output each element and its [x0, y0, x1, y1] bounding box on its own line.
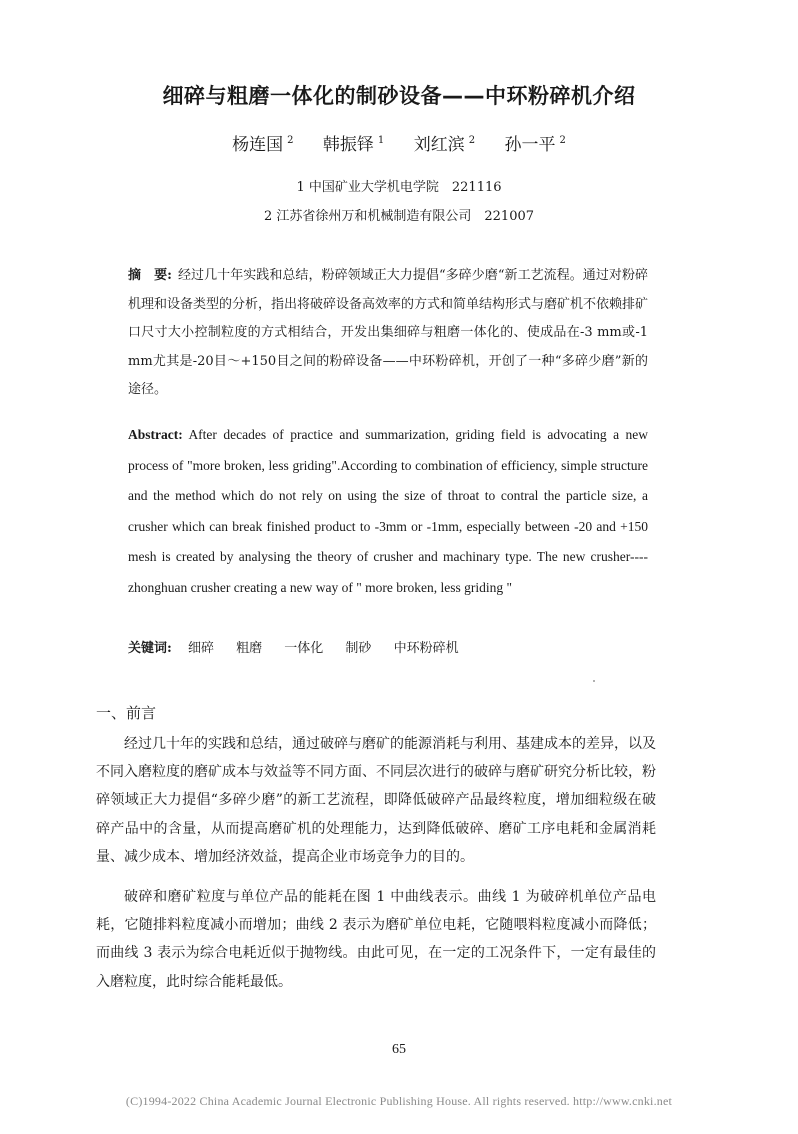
affiliation-2: 2 江苏省徐州万和机械制造有限公司 221007 [263, 209, 535, 224]
page-number: 65 [392, 1042, 406, 1057]
keywords [128, 637, 477, 656]
author-name: 杨连国 [232, 135, 284, 155]
keyword: 制砂 [345, 641, 372, 656]
author-affiliation-mark: 2 [559, 135, 566, 147]
author [504, 135, 565, 155]
author-name: 孙一平 [504, 135, 556, 155]
abstract-english-label: Abstract: [128, 427, 183, 442]
abstract-english-text: After decades of practice and summarization, griding field is advocating a new process of "more broken, less griding".According to combination of efficiency, simple structure and the method which do not rely on using the size of throat to contral the particle size, a crusher which can break finished product to -3mm or -1mm, especially between -20 and +150 mesh is created by analysing the theory of crusher and machinary type. The new crusher----zhonghuan crusher creating a new way of " more broken, less griding " [128, 427, 648, 595]
author [232, 135, 293, 155]
author-affiliation-mark: 2 [468, 135, 476, 147]
paper-title: 细碎与粗磨一体化的制砂设备——中环粉碎机介绍 [162, 84, 636, 108]
author-list [0, 130, 798, 155]
keyword: 中环粉碎机 [393, 641, 459, 656]
author [414, 135, 475, 155]
author-affiliation-mark: 2 [287, 135, 294, 147]
abstract-chinese-text: 经过几十年实践和总结，粉碎领域正大力提倡“多碎少磨“新工艺流程。通过对粉碎机理和设备类型的分析，指出将破碎设备高效率的方式和简单结构形式与磨矿机不依赖排矿口尺寸大小控制粒度的方式相结合，开发出集细碎与粗磨一体化的、使成品在-3 mm或-1 mm尤其是-20目～+150目之间的粉碎设备——中环粉碎机，开创了一种“多碎少磨”新的途径。 [128, 268, 649, 397]
abstract-chinese-label: 摘 要: [128, 268, 172, 283]
keyword: 细碎 [187, 641, 214, 656]
keywords-label: 关键词: [128, 641, 172, 656]
affiliation-1: 1 中国矿业大学机电学院 221116 [296, 180, 502, 195]
keyword: 粗磨 [236, 641, 263, 656]
abstract-english [128, 420, 648, 603]
body-paragraph: 破碎和磨矿粒度与单位产品的能耗在图 1 中曲线表示。曲线 1 为破碎机单位产品电耗，它随排料粒度减小而增加；曲线 2 表示为磨矿单位电耗，它随喂料粒度减小而降低；而曲线 3 表示为综合电耗近似于抛物线。由此可见，在一定的工况条件下，一定有最佳的入磨粒度，此时综合能耗最低。 [96, 889, 656, 990]
author [323, 135, 384, 155]
section-heading: 一、前言 [96, 704, 157, 722]
scan-speck [593, 680, 595, 682]
keyword: 一体化 [284, 641, 324, 656]
copyright-footer: (C)1994-2022 China Academic Journal Electronic Publishing House. All rights reserved. http://www.cnki.net [125, 1094, 673, 1108]
author-name: 韩振铎 [322, 135, 374, 155]
author-affiliation-mark: 1 [377, 135, 385, 147]
body-paragraph: 经过几十年的实践和总结，通过破碎与磨矿的能源消耗与利用、基建成本的差异，以及不同入磨粒度的磨矿成本与效益等不同方面、不同层次进行的破碎与磨矿研究分析比较，粉碎领域正大力提倡“多碎少磨”的新工艺流程，即降低破碎产品最终粒度，增加细粒级在破碎产品中的含量，从而提高磨矿机的处理能力，达到降低破碎、磨矿工序电耗和金属消耗量、减少成本、增加经济效益，提高企业市场竞争力的目的。 [96, 736, 656, 865]
author-name: 刘红滨 [413, 135, 465, 155]
abstract-chinese [128, 262, 648, 405]
